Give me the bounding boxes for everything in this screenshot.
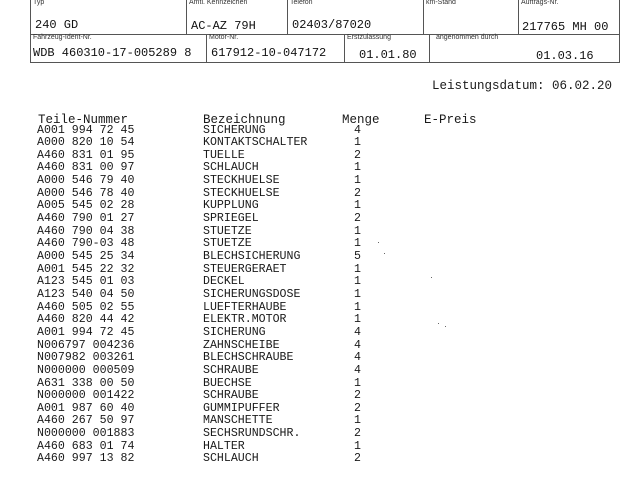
part-description: BLECHSCHRAUBE <box>203 351 294 365</box>
table-row <box>0 213 621 225</box>
col-menge: Menge <box>342 113 380 127</box>
part-number: A001 545 22 32 <box>37 262 135 276</box>
part-description: STEUERGERAET <box>203 262 287 276</box>
part-quantity: 1 <box>354 136 361 150</box>
part-number: A001 987 60 40 <box>37 401 135 415</box>
part-quantity: 2 <box>354 186 361 200</box>
table-row <box>0 289 621 301</box>
table-row <box>0 226 621 238</box>
field-label: Typ <box>33 0 45 6</box>
part-quantity: 2 <box>354 401 361 415</box>
part-description: STECKHUELSE <box>203 186 280 200</box>
table-row <box>0 441 621 453</box>
part-quantity: 1 <box>354 275 361 289</box>
part-description: BLECHSICHERUNG <box>203 250 301 263</box>
field-label: Motor-Nr. <box>209 34 239 41</box>
part-quantity: 2 <box>354 452 361 466</box>
scan-speck <box>445 326 446 327</box>
field-label: Fahrzeug-Ident-Nr. <box>33 34 92 41</box>
part-description: SECHSRUNDSCHR. <box>203 427 301 441</box>
part-number: A631 338 00 50 <box>37 376 135 390</box>
part-number: A001 994 72 45 <box>37 325 135 339</box>
part-quantity: 1 <box>354 376 361 390</box>
col-teilenummer: Teile-Nummer <box>38 113 129 127</box>
table-row <box>0 378 621 390</box>
scan-speck <box>438 323 439 324</box>
field-value: 01.03.16 <box>536 49 594 63</box>
part-description: SICHERUNG <box>203 123 266 137</box>
part-quantity: 1 <box>354 237 361 251</box>
part-description: ZAHNSCHEIBE <box>203 338 280 352</box>
part-number: A460 683 01 74 <box>37 439 135 453</box>
field-auftrag <box>518 0 620 35</box>
table-row <box>0 175 621 187</box>
part-quantity: 1 <box>354 199 361 213</box>
col-bezeichnung: Bezeichnung <box>203 113 286 127</box>
table-row <box>0 352 621 364</box>
field-erstzulassung <box>344 35 430 63</box>
part-number: A460 790-03 48 <box>37 237 135 251</box>
part-quantity: 2 <box>354 427 361 441</box>
part-description: SCHRAUBE <box>203 363 259 377</box>
field-fin <box>30 35 207 63</box>
part-description: STUETZE <box>203 237 252 251</box>
part-number: A460 790 01 27 <box>37 212 135 226</box>
part-description: BUECHSE <box>203 376 252 390</box>
part-quantity: 1 <box>354 224 361 238</box>
part-number: A460 820 44 42 <box>37 313 135 327</box>
field-value: 01.01.80 <box>359 48 417 62</box>
part-description: KONTAKTSCHALTER <box>203 136 308 150</box>
field-kennzeichen <box>186 0 288 35</box>
part-number: N006797 004236 <box>37 338 135 352</box>
field-label: Amtl. Kennzeichen <box>189 0 248 6</box>
part-description: ELEKTR.MOTOR <box>203 313 287 327</box>
part-quantity: 1 <box>354 174 361 188</box>
field-kmstand <box>423 0 519 35</box>
scan-speck <box>378 242 379 243</box>
part-number: A123 545 01 03 <box>37 275 135 289</box>
part-description: DECKEL <box>203 275 245 289</box>
field-label: Auftrags-Nr. <box>521 0 559 6</box>
table-row <box>0 415 621 427</box>
table-row <box>0 314 621 326</box>
field-label: Erstzulassung <box>347 34 391 41</box>
part-description: KUPPLUNG <box>203 199 259 213</box>
part-quantity: 2 <box>354 212 361 226</box>
part-number: A460 831 01 95 <box>37 148 135 162</box>
field-value: 617912-10-047172 <box>211 46 327 60</box>
field-label: angenommen durch <box>436 34 499 41</box>
part-quantity: 4 <box>354 325 361 339</box>
part-quantity: 4 <box>354 351 361 365</box>
part-quantity: 1 <box>354 287 361 301</box>
table-row <box>0 137 621 149</box>
part-number: A460 997 13 82 <box>37 452 135 466</box>
field-value: WDB 460310-17-005289 8 <box>33 46 192 60</box>
table-row <box>0 453 621 465</box>
table-row <box>0 340 621 352</box>
table-row <box>0 125 621 137</box>
part-description: HALTER <box>203 439 245 453</box>
table-row <box>0 188 621 200</box>
part-description: SCHLAUCH <box>203 452 259 466</box>
part-quantity: 2 <box>354 148 361 162</box>
part-quantity: 1 <box>354 161 361 175</box>
part-number: A460 831 00 97 <box>37 161 135 175</box>
table-row <box>0 162 621 174</box>
part-description: LUEFTERHAUBE <box>203 300 287 314</box>
scan-speck <box>384 253 385 254</box>
field-label: Telefon <box>290 0 313 6</box>
part-quantity: 2 <box>354 389 361 403</box>
part-number: A123 540 04 50 <box>37 287 135 301</box>
table-row <box>0 403 621 415</box>
table-row <box>0 238 621 250</box>
part-description: STECKHUELSE <box>203 174 280 188</box>
part-number: A001 994 72 45 <box>37 123 135 137</box>
part-description: MANSCHETTE <box>203 414 273 428</box>
field-value: 217765 MH 00 <box>522 20 609 34</box>
table-row <box>0 200 621 212</box>
part-quantity: 4 <box>354 338 361 352</box>
field-label: km-Stand <box>426 0 456 6</box>
part-number: N000000 001422 <box>37 389 135 403</box>
table-row <box>0 276 621 288</box>
part-number: A460 505 02 55 <box>37 300 135 314</box>
field-value: 02403/87020 <box>292 18 372 32</box>
table-row <box>0 150 621 162</box>
table-row <box>0 428 621 440</box>
part-number: N000000 001883 <box>37 427 135 441</box>
part-quantity: 1 <box>354 300 361 314</box>
table-row <box>0 302 621 314</box>
field-telefon <box>287 0 424 35</box>
part-quantity: 1 <box>354 313 361 327</box>
field-typ <box>30 0 187 35</box>
part-number: A000 820 10 54 <box>37 136 135 150</box>
part-number: A005 545 02 28 <box>37 199 135 213</box>
table-row <box>0 264 621 276</box>
part-number: N000000 000509 <box>37 363 135 377</box>
table-row <box>0 251 621 263</box>
part-quantity: 1 <box>354 439 361 453</box>
leistungsdatum: Leistungsdatum: 06.02.20 <box>432 79 613 93</box>
scan-speck <box>431 277 432 278</box>
part-number: A000 545 25 34 <box>37 250 135 263</box>
col-epreis: E-Preis <box>424 113 477 127</box>
part-number: A460 790 04 38 <box>37 224 135 238</box>
part-description: SCHLAUCH <box>203 161 259 175</box>
table-row <box>0 390 621 402</box>
part-number: A000 546 78 40 <box>37 186 135 200</box>
part-quantity: 4 <box>354 363 361 377</box>
part-description: GUMMIPUFFER <box>203 401 280 415</box>
part-description: SPRIEGEL <box>203 212 259 226</box>
part-number: A460 267 50 97 <box>37 414 135 428</box>
table-row <box>0 365 621 377</box>
part-quantity: 1 <box>354 414 361 428</box>
part-description: SICHERUNG <box>203 325 266 339</box>
part-number: N007982 003261 <box>37 351 135 365</box>
part-description: TUELLE <box>203 148 245 162</box>
part-description: STUETZE <box>203 224 252 238</box>
part-quantity: 4 <box>354 123 361 137</box>
part-number: A000 546 79 40 <box>37 174 135 188</box>
field-angenommen <box>429 35 620 63</box>
part-quantity: 5 <box>354 250 361 263</box>
field-motor <box>206 35 345 63</box>
field-value: 240 GD <box>35 18 79 32</box>
table-row <box>0 327 621 339</box>
part-description: SICHERUNGSDOSE <box>203 287 301 301</box>
field-value: AC-AZ 79H <box>191 19 256 33</box>
part-quantity: 1 <box>354 262 361 276</box>
part-description: SCHRAUBE <box>203 389 259 403</box>
